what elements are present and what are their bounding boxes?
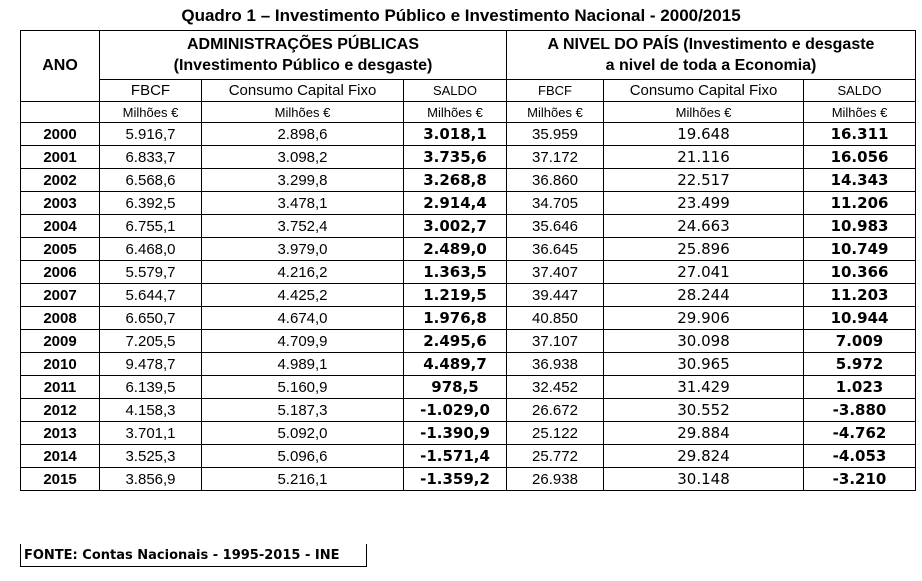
ccf-pais-cell: 25.896 — [604, 238, 804, 261]
fbcf-pais-cell: 25.772 — [507, 445, 604, 468]
saldo-pais-cell: 14.343 — [804, 169, 916, 192]
ccf-ap-cell: 4.989,1 — [202, 353, 404, 376]
year-cell: 2007 — [21, 284, 100, 307]
ccf-pais-cell: 30.965 — [604, 353, 804, 376]
unit-cell: Milhões € — [404, 102, 507, 123]
header-group1-line1: ADMINISTRAÇÕES PÚBLICAS — [186, 36, 419, 53]
table-row — [21, 261, 916, 284]
table-row — [21, 192, 916, 215]
unit-cell: Milhões € — [804, 102, 916, 123]
table-row — [21, 146, 916, 169]
saldo-pais-cell: 16.056 — [804, 146, 916, 169]
year-cell: 2012 — [21, 399, 100, 422]
fbcf-ap-cell: 6.755,1 — [100, 215, 202, 238]
saldo-pais-cell: 16.311 — [804, 123, 916, 146]
saldo-ap-cell: -1.571,4 — [404, 445, 507, 468]
unit-cell: Milhões € — [604, 102, 804, 123]
ccf-pais-cell: 19.648 — [604, 123, 804, 146]
saldo-ap-cell: 978,5 — [404, 376, 507, 399]
saldo-ap-cell: 3.018,1 — [404, 123, 507, 146]
unit-cell: Milhões € — [100, 102, 202, 123]
ccf-ap-cell: 3.098,2 — [202, 146, 404, 169]
col-header-ccf-ap: Consumo Capital Fixo — [202, 80, 404, 102]
saldo-ap-cell: 2.489,0 — [404, 238, 507, 261]
table-row — [21, 399, 916, 422]
col-header-saldo-pais: SALDO — [804, 80, 916, 102]
table-row — [21, 468, 916, 491]
fbcf-ap-cell: 6.833,7 — [100, 146, 202, 169]
fbcf-ap-cell: 6.392,5 — [100, 192, 202, 215]
saldo-pais-cell: 7.009 — [804, 330, 916, 353]
fbcf-pais-cell: 36.645 — [507, 238, 604, 261]
col-header-fbcf-ap: FBCF — [100, 80, 202, 102]
ccf-ap-cell: 3.299,8 — [202, 169, 404, 192]
ccf-ap-cell: 5.096,6 — [202, 445, 404, 468]
year-cell: 2004 — [21, 215, 100, 238]
year-cell: 2009 — [21, 330, 100, 353]
table-row — [21, 284, 916, 307]
year-cell: 2003 — [21, 192, 100, 215]
fbcf-ap-cell: 5.644,7 — [100, 284, 202, 307]
fbcf-pais-cell: 34.705 — [507, 192, 604, 215]
year-cell: 2000 — [21, 123, 100, 146]
ccf-pais-cell: 29.884 — [604, 422, 804, 445]
saldo-ap-cell: 1.976,8 — [404, 307, 507, 330]
table-row — [21, 238, 916, 261]
col-header-fbcf-pais: FBCF — [507, 80, 604, 102]
saldo-ap-cell: 1.219,5 — [404, 284, 507, 307]
table-row — [21, 376, 916, 399]
fbcf-ap-cell: 3.525,3 — [100, 445, 202, 468]
ccf-ap-cell: 4.425,2 — [202, 284, 404, 307]
saldo-pais-cell: 10.983 — [804, 215, 916, 238]
fbcf-pais-cell: 25.122 — [507, 422, 604, 445]
header-group2-line2: a nivel de toda a Economia) — [605, 57, 817, 74]
ccf-ap-cell: 3.478,1 — [202, 192, 404, 215]
saldo-pais-cell: -3.210 — [804, 468, 916, 491]
year-cell: 2011 — [21, 376, 100, 399]
table-row — [21, 422, 916, 445]
year-cell: 2014 — [21, 445, 100, 468]
fbcf-ap-cell: 5.579,7 — [100, 261, 202, 284]
fbcf-ap-cell: 5.916,7 — [100, 123, 202, 146]
saldo-pais-cell: 5.972 — [804, 353, 916, 376]
year-cell: 2005 — [21, 238, 100, 261]
saldo-pais-cell: 1.023 — [804, 376, 916, 399]
year-cell: 2001 — [21, 146, 100, 169]
ccf-ap-cell: 3.752,4 — [202, 215, 404, 238]
ccf-pais-cell: 29.824 — [604, 445, 804, 468]
col-header-saldo-ap: SALDO — [404, 80, 507, 102]
saldo-ap-cell: 2.914,4 — [404, 192, 507, 215]
header-ano: ANO — [21, 31, 100, 102]
saldo-pais-cell: -3.880 — [804, 399, 916, 422]
ccf-pais-cell: 29.906 — [604, 307, 804, 330]
fbcf-ap-cell: 6.650,7 — [100, 307, 202, 330]
ccf-pais-cell: 23.499 — [604, 192, 804, 215]
ccf-pais-cell: 22.517 — [604, 169, 804, 192]
year-cell: 2013 — [21, 422, 100, 445]
fbcf-pais-cell: 26.672 — [507, 399, 604, 422]
units-blank-cell — [21, 102, 100, 123]
fbcf-pais-cell: 26.938 — [507, 468, 604, 491]
unit-cell: Milhões € — [507, 102, 604, 123]
ccf-ap-cell: 4.674,0 — [202, 307, 404, 330]
fbcf-pais-cell: 37.407 — [507, 261, 604, 284]
saldo-ap-cell: 3.268,8 — [404, 169, 507, 192]
ccf-pais-cell: 30.148 — [604, 468, 804, 491]
header-group2-line1: A NIVEL DO PAÍS (Investimento e desgaste — [547, 36, 875, 53]
saldo-pais-cell: 10.749 — [804, 238, 916, 261]
table-row — [21, 215, 916, 238]
ccf-pais-cell: 27.041 — [604, 261, 804, 284]
fbcf-ap-cell: 9.478,7 — [100, 353, 202, 376]
fbcf-ap-cell: 7.205,5 — [100, 330, 202, 353]
fbcf-pais-cell: 35.646 — [507, 215, 604, 238]
fbcf-ap-cell: 4.158,3 — [100, 399, 202, 422]
table-row — [21, 353, 916, 376]
saldo-pais-cell: 10.366 — [804, 261, 916, 284]
saldo-pais-cell: 11.206 — [804, 192, 916, 215]
fbcf-pais-cell: 36.860 — [507, 169, 604, 192]
header-nivel-do-pais — [507, 31, 916, 80]
table-title: Quadro 1 – Investimento Público e Investimento Nacional - 2000/2015 — [181, 6, 741, 25]
ccf-ap-cell: 3.979,0 — [202, 238, 404, 261]
fbcf-pais-cell: 40.850 — [507, 307, 604, 330]
ccf-pais-cell: 24.663 — [604, 215, 804, 238]
ccf-ap-cell: 4.216,2 — [202, 261, 404, 284]
table-row — [21, 330, 916, 353]
fbcf-pais-cell: 39.447 — [507, 284, 604, 307]
fbcf-pais-cell: 36.938 — [507, 353, 604, 376]
saldo-ap-cell: -1.390,9 — [404, 422, 507, 445]
table-row — [21, 307, 916, 330]
fbcf-ap-cell: 3.701,1 — [100, 422, 202, 445]
year-cell: 2010 — [21, 353, 100, 376]
ccf-ap-cell: 2.898,6 — [202, 123, 404, 146]
fbcf-ap-cell: 6.139,5 — [100, 376, 202, 399]
saldo-ap-cell: -1.359,2 — [404, 468, 507, 491]
ccf-pais-cell: 21.116 — [604, 146, 804, 169]
ccf-ap-cell: 5.216,1 — [202, 468, 404, 491]
fbcf-ap-cell: 6.568,6 — [100, 169, 202, 192]
saldo-pais-cell: -4.053 — [804, 445, 916, 468]
table-row — [21, 445, 916, 468]
ccf-ap-cell: 5.160,9 — [202, 376, 404, 399]
table-row — [21, 169, 916, 192]
ccf-ap-cell: 4.709,9 — [202, 330, 404, 353]
saldo-ap-cell: 2.495,6 — [404, 330, 507, 353]
header-group1-line2: (Investimento Público e desgaste) — [173, 57, 433, 74]
saldo-pais-cell: 10.944 — [804, 307, 916, 330]
unit-cell: Milhões € — [202, 102, 404, 123]
table-body — [21, 123, 916, 491]
saldo-pais-cell: 11.203 — [804, 284, 916, 307]
table-row — [21, 123, 916, 146]
fbcf-ap-cell: 6.468,0 — [100, 238, 202, 261]
saldo-ap-cell: 3.735,6 — [404, 146, 507, 169]
saldo-ap-cell: 3.002,7 — [404, 215, 507, 238]
ccf-ap-cell: 5.092,0 — [202, 422, 404, 445]
header-administracoes-publicas — [100, 31, 507, 80]
saldo-ap-cell: -1.029,0 — [404, 399, 507, 422]
saldo-ap-cell: 1.363,5 — [404, 261, 507, 284]
year-cell: 2006 — [21, 261, 100, 284]
year-cell: 2002 — [21, 169, 100, 192]
saldo-pais-cell: -4.762 — [804, 422, 916, 445]
ccf-ap-cell: 5.187,3 — [202, 399, 404, 422]
ccf-pais-cell: 28.244 — [604, 284, 804, 307]
fbcf-pais-cell: 35.959 — [507, 123, 604, 146]
fbcf-pais-cell: 37.107 — [507, 330, 604, 353]
fbcf-ap-cell: 3.856,9 — [100, 468, 202, 491]
col-header-ccf-pais: Consumo Capital Fixo — [604, 80, 804, 102]
fbcf-pais-cell: 32.452 — [507, 376, 604, 399]
year-cell: 2015 — [21, 468, 100, 491]
fbcf-pais-cell: 37.172 — [507, 146, 604, 169]
ccf-pais-cell: 30.552 — [604, 399, 804, 422]
investment-table — [20, 30, 916, 491]
source-note: FONTE: Contas Nacionais - 1995-2015 - INE — [20, 544, 367, 567]
ccf-pais-cell: 31.429 — [604, 376, 804, 399]
saldo-ap-cell: 4.489,7 — [404, 353, 507, 376]
ccf-pais-cell: 30.098 — [604, 330, 804, 353]
year-cell: 2008 — [21, 307, 100, 330]
